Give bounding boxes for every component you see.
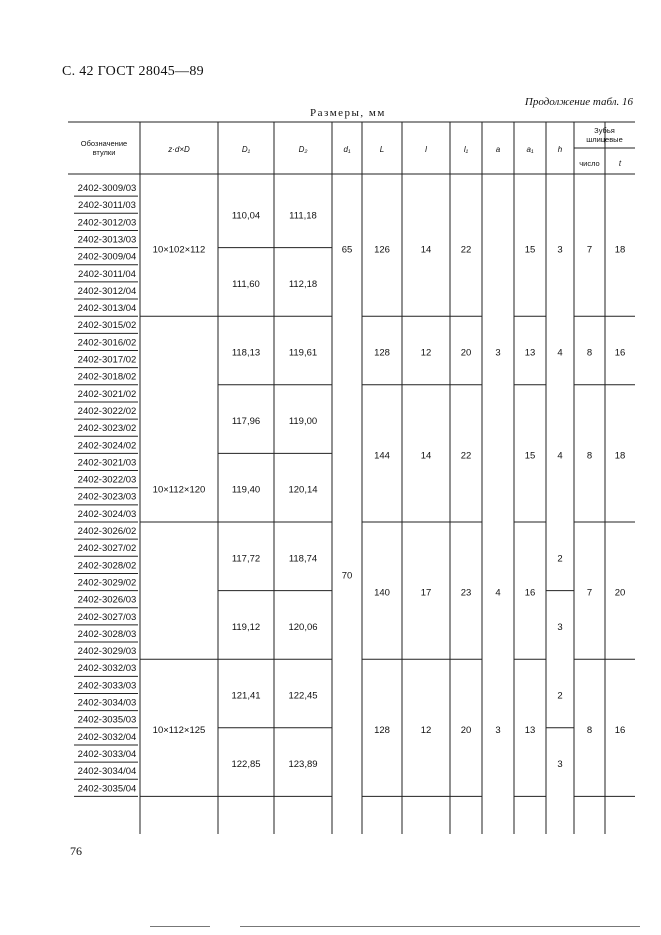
designation-cell: 2402-3034/03	[77, 697, 137, 709]
l1-cell: 23	[460, 587, 472, 599]
a-cell: 4	[495, 587, 501, 599]
column-header-teeth: шлицевые	[586, 135, 623, 144]
page-number: 76	[70, 844, 82, 858]
a-cell: 3	[495, 347, 501, 359]
h-cell: 4	[557, 450, 563, 462]
D1-cell: 121,41	[231, 690, 261, 702]
designation-cell: 2402-3029/02	[77, 577, 137, 589]
t-cell: 20	[614, 587, 626, 599]
l1-cell: 22	[460, 450, 472, 462]
column-header-t: t	[618, 159, 622, 168]
designation-cell: 2402-3018/02	[77, 371, 137, 383]
designation-cell: 2402-3015/02	[77, 320, 137, 332]
designation-cell: 2402-3035/03	[77, 714, 137, 726]
count-cell: 8	[586, 724, 593, 736]
l1-cell: 20	[460, 724, 472, 736]
scan-artifact	[240, 926, 640, 927]
column-header-count: число	[579, 159, 600, 168]
d1-cell: 70	[341, 570, 353, 582]
designation-cell: 2402-3023/02	[77, 423, 137, 435]
column-header-zdD: z·d×D	[168, 145, 190, 154]
designation-cell: 2402-3012/04	[77, 285, 137, 297]
designation-cell: 2402-3029/03	[77, 646, 137, 658]
designation-cell: 2402-3013/03	[77, 234, 137, 246]
count-cell: 8	[586, 450, 593, 462]
D2-cell: 122,45	[288, 690, 318, 702]
designation-cell: 2402-3032/03	[77, 663, 137, 675]
D2-cell: 111,18	[289, 210, 317, 222]
l1-cell: 20	[460, 347, 472, 359]
designation-cell: 2402-3027/02	[77, 543, 137, 555]
column-header-L: L	[379, 145, 385, 154]
l-cell: 12	[420, 724, 432, 736]
page-header-left: С. 42 ГОСТ 28045—89	[62, 64, 204, 79]
l-cell: 17	[420, 587, 432, 599]
D1-cell: 117,96	[231, 416, 261, 428]
t-cell: 16	[614, 347, 626, 359]
L-cell: 140	[374, 587, 390, 599]
a1-cell: 13	[524, 347, 536, 359]
a1-cell: 16	[524, 587, 536, 599]
L-cell: 128	[374, 347, 390, 359]
designation-cell: 2402-3009/03	[77, 183, 137, 194]
D2-cell: 119,00	[288, 416, 318, 428]
column-header-designation: втулки	[92, 148, 116, 157]
designation-cell: 2402-3011/03	[78, 200, 136, 212]
D2-cell: 120,14	[288, 484, 318, 496]
D2-cell: 112,18	[288, 278, 318, 290]
designation-cell: 2402-3034/04	[77, 766, 137, 778]
designation-cell: 2402-3012/03	[77, 217, 137, 229]
h-cell: 4	[557, 347, 563, 359]
h-cell: 3	[557, 621, 563, 633]
scan-artifact	[150, 926, 210, 927]
designation-cell: 2402-3024/02	[77, 440, 137, 452]
designation-cell: 2402-3023/03	[77, 491, 137, 503]
L-cell: 144	[374, 450, 390, 462]
column-header-l: l	[425, 145, 427, 154]
t-cell: 16	[614, 724, 626, 736]
l-cell: 14	[420, 244, 432, 256]
D1-cell: 110,04	[231, 210, 261, 222]
column-header-d1: d₁	[343, 145, 351, 154]
designation-cell: 2402-3032/04	[77, 731, 137, 743]
designation-cell: 2402-3033/04	[77, 748, 137, 760]
h-cell: 2	[557, 690, 563, 702]
designation-cell: 2402-3021/03	[77, 457, 137, 469]
h-cell: 3	[557, 759, 563, 771]
column-header-l1: l₁	[463, 145, 469, 154]
count-cell: 7	[586, 244, 593, 256]
dimensions-caption: Размеры, мм	[310, 107, 386, 119]
column-header-a: a	[495, 145, 501, 154]
D1-cell: 119,12	[231, 621, 261, 633]
L-cell: 128	[374, 724, 390, 736]
D2-cell: 120,06	[288, 621, 318, 633]
column-header-D2: D₂	[298, 145, 308, 154]
column-header-D1: D₁	[241, 145, 251, 154]
designation-cell: 2402-3027/03	[77, 611, 137, 623]
designation-cell: 2402-3017/02	[77, 354, 137, 366]
a1-cell: 13	[524, 724, 536, 736]
count-cell: 8	[586, 347, 593, 359]
D1-cell: 119,40	[231, 484, 261, 496]
zdD-cell: 10×112×120	[152, 484, 206, 496]
D1-cell: 117,72	[231, 553, 261, 565]
a1-cell: 15	[524, 450, 536, 462]
D2-cell: 119,61	[288, 347, 318, 359]
h-cell: 2	[557, 553, 563, 565]
designation-cell: 2402-3026/02	[77, 526, 137, 537]
L-cell: 126	[374, 244, 390, 256]
designation-cell: 2402-3021/02	[77, 388, 137, 400]
designation-cell: 2402-3013/04	[77, 303, 137, 315]
t-cell: 18	[614, 244, 626, 256]
designation-cell: 2402-3026/03	[77, 594, 137, 606]
zdD-cell: 10×112×125	[152, 724, 206, 736]
designation-cell: 2402-3011/04	[78, 268, 136, 280]
D1-cell: 111,60	[232, 278, 260, 290]
designation-cell: 2402-3033/03	[77, 680, 137, 692]
column-header-a1: a₁	[526, 145, 534, 154]
D2-cell: 123,89	[288, 759, 318, 771]
column-header-h: h	[557, 145, 563, 154]
d1-cell: 65	[341, 244, 353, 256]
l-cell: 14	[420, 450, 432, 462]
designation-cell: 2402-3035/04	[77, 783, 137, 795]
column-header-designation: Обозначение	[80, 139, 128, 148]
designation-cell: 2402-3016/02	[77, 337, 137, 349]
D1-cell: 122,85	[231, 759, 261, 771]
a-cell: 3	[495, 724, 501, 736]
h-cell: 3	[557, 244, 563, 256]
l-cell: 12	[420, 347, 432, 359]
designation-cell: 2402-3022/03	[77, 474, 137, 486]
a1-cell: 15	[524, 244, 536, 256]
designation-cell: 2402-3028/03	[77, 628, 137, 640]
D1-cell: 118,13	[231, 347, 261, 359]
count-cell: 7	[586, 587, 593, 599]
designation-cell: 2402-3009/04	[77, 251, 137, 263]
l1-cell: 22	[460, 244, 472, 256]
D2-cell: 118,74	[288, 553, 318, 565]
designation-cell: 2402-3024/03	[77, 508, 137, 520]
table-continuation-label: Продолжение табл. 16	[524, 96, 633, 108]
designation-cell: 2402-3028/02	[77, 560, 137, 572]
t-cell: 18	[614, 450, 626, 462]
designation-cell: 2402-3022/02	[77, 405, 137, 417]
column-header-teeth: Зубья	[594, 126, 615, 135]
zdD-cell: 10×102×112	[152, 244, 206, 256]
